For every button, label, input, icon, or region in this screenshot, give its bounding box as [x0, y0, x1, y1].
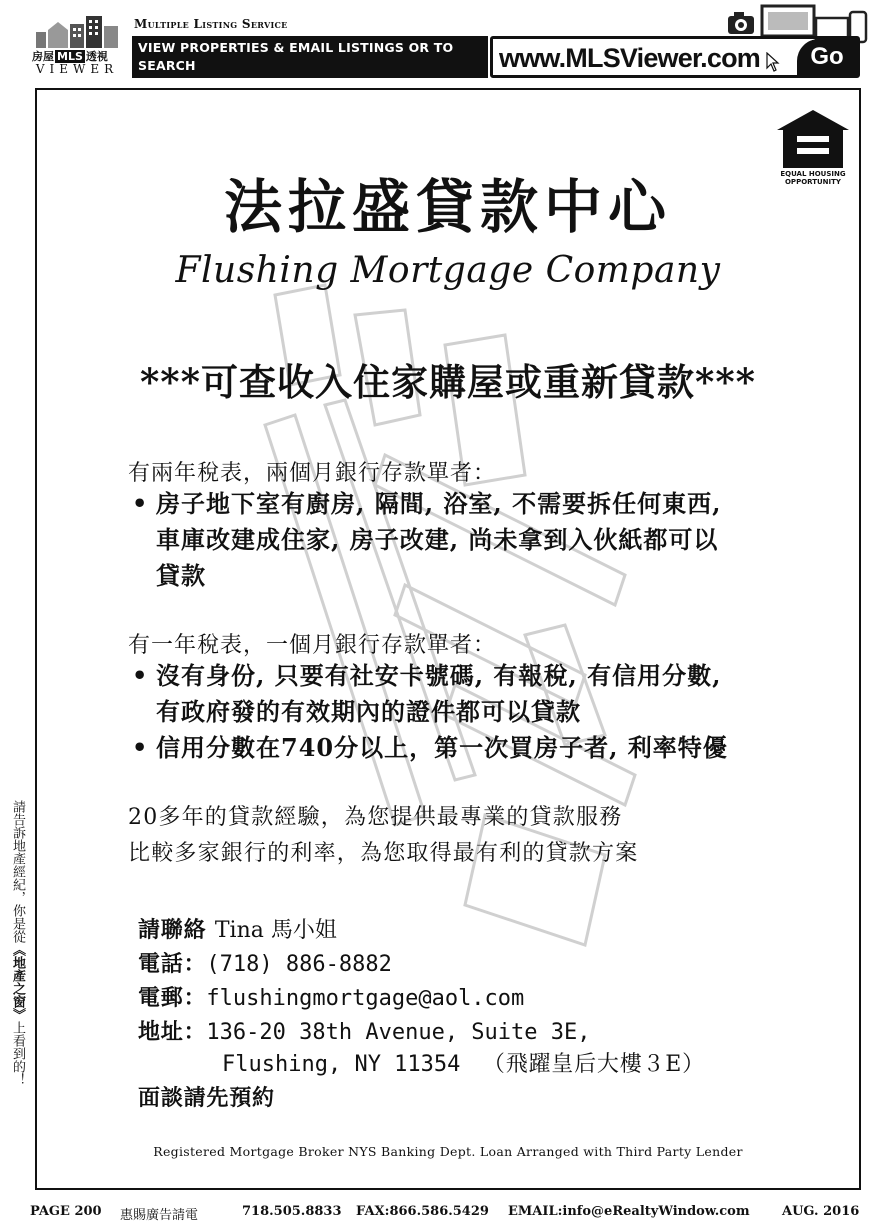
footer-page: PAGE 200 [30, 1204, 102, 1219]
company-title-chinese: 法拉盛貸款中心 [223, 173, 672, 241]
footer-fax: FAX:866.586.5429 [356, 1204, 489, 1219]
side-text-1: 請告訴地產經紀，你是從 [10, 800, 25, 943]
section1-heading: 有兩年稅表，兩個月銀行存款單者： [128, 461, 497, 486]
bullet-dot: • [132, 733, 149, 762]
url-text: www.MLSViewer.com [499, 43, 760, 73]
registration-note: Registered Mortgage Broker NYS Banking Dept. Loan Arranged with Third Party Lender [153, 1144, 743, 1159]
bullet-dot: • [132, 661, 149, 690]
contact-phone [138, 948, 392, 981]
experience-line-2: 比較多家銀行的利率，為您取得最有利的貸款方案 [128, 841, 639, 866]
contact-name-value: Tina 馬小姐 [214, 918, 337, 943]
bullet-text: 信用分數在740分以上，第一次買房子者, 利率特優 [156, 733, 728, 762]
section2-heading: 有一年稅表，一個月銀行存款單者： [128, 633, 497, 658]
mls-viewer-logo[interactable] [30, 10, 124, 76]
logo-viewer-text: VIEWER [35, 62, 119, 76]
contact-email [138, 982, 524, 1015]
address-chinese: （飛躍皇后大樓３E） [482, 1052, 705, 1077]
address-line-2: Flushing, NY 11354 [222, 1052, 461, 1077]
address-line-1: 136-20 38th Avenue, Suite 3E, [206, 1020, 591, 1045]
bullet-dot: • [132, 489, 149, 518]
contact-name-label: 請聯絡 [138, 917, 207, 943]
equal-housing-label: EQUAL HOUSING OPPORTUNITY [780, 170, 846, 186]
contact-address [138, 1016, 591, 1049]
phone-label: 電話： [138, 951, 207, 977]
mls-tagline [132, 36, 488, 91]
tagline-line-1: VIEW PROPERTIES & EMAIL LISTINGS OR TO SEARCH [138, 40, 454, 73]
side-text-3: 上看到的！ [10, 1021, 25, 1086]
contact-name [138, 914, 337, 947]
experience-line-1: 20多年的貸款經驗，為您提供最專業的貸款服務 [128, 805, 623, 830]
email-value[interactable]: flushingmortgage@aol.com [206, 986, 525, 1011]
side-text-2: 《地產之窗》 [10, 943, 25, 1021]
mls-title: Multiple Listing Service [134, 17, 288, 31]
side-vertical-text [4, 800, 24, 1200]
footer-ad: 惠賜廣告請電 [120, 1208, 199, 1223]
footer-date: AUG. 2016 [782, 1204, 860, 1219]
contact-address-2 [222, 1048, 705, 1081]
phone-value[interactable]: (718) 886-8882 [206, 952, 392, 977]
footer-email[interactable]: EMAIL:info@eRealtyWindow.com [508, 1204, 750, 1219]
appointment-note: 面談請先預約 [138, 1085, 275, 1111]
mls-viewer-link[interactable] [490, 36, 860, 78]
buildings-icon [34, 14, 120, 48]
bullet-text: 房子地下室有廚房, 隔間, 浴室, 不需要拆任何東西, 車庫改建成住家, 房子改建, 尚未拿到入伙紙都可以 貸款 [156, 489, 722, 590]
email-label: 電郵： [138, 985, 207, 1011]
go-button[interactable]: Go [797, 39, 857, 75]
footer-tel: 718.505.8833 [242, 1204, 342, 1219]
bullet-text: 沒有身份, 只要有社安卡號碼, 有報稅, 有信用分數, 有政府發的有效期內的證件都可以貸款 [156, 661, 722, 726]
headline: ***可查收入住家購屋或重新貸款*** [139, 360, 757, 404]
address-label: 地址： [138, 1019, 207, 1045]
logo-chinese-text: 房屋 MLS 透視 [32, 50, 108, 63]
tagline-line-2: ANY SERVICE PROVIDERS 24/7 A DAY, 365 DAYS [138, 76, 481, 91]
cursor-icon [766, 52, 780, 72]
company-title-english: Flushing Mortgage Company [175, 250, 721, 291]
mls-banner [0, 0, 893, 91]
